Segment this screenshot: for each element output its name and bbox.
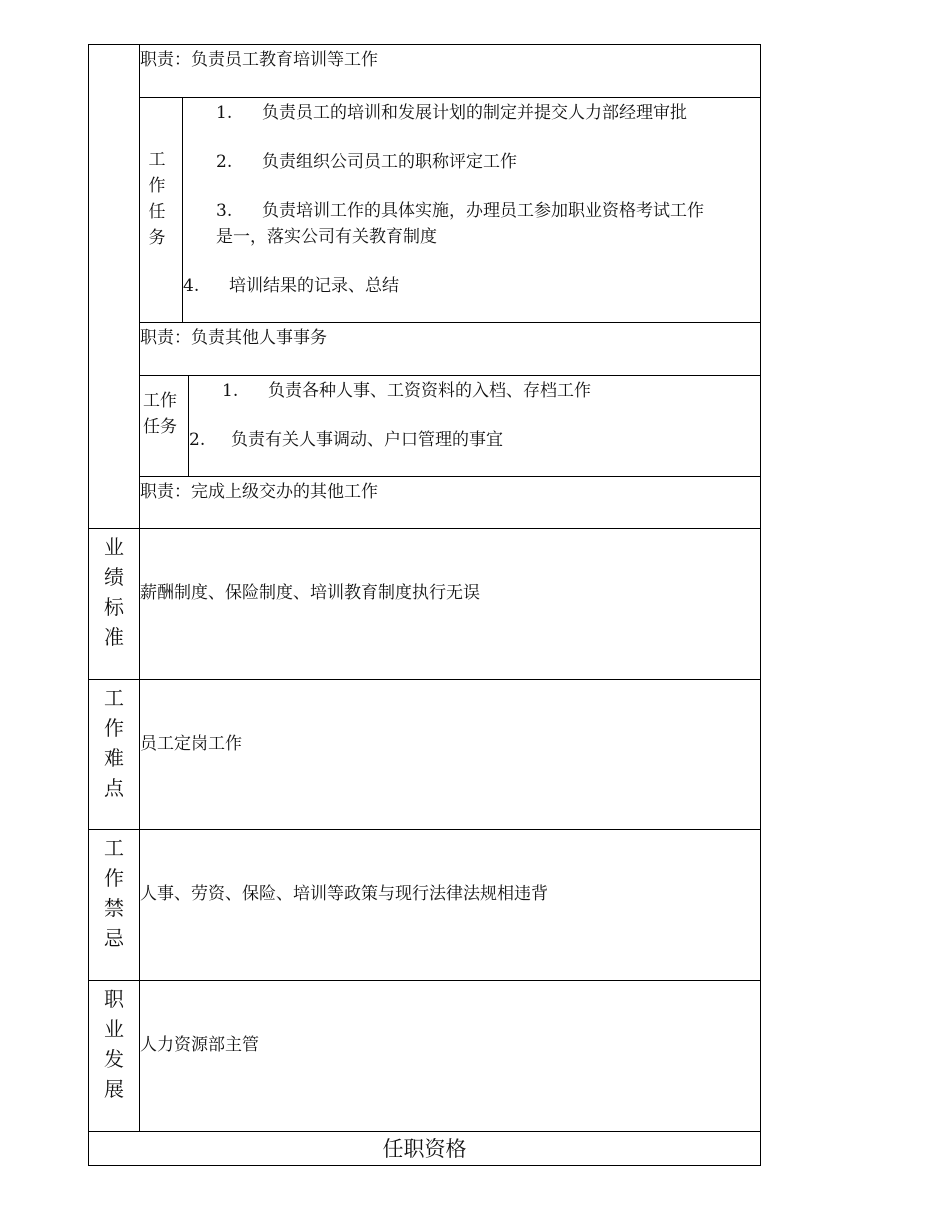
task-item: 4. 培训结果的记录、总结 xyxy=(183,276,399,296)
task-item-continuation: 是一，落实公司有关教育制度 xyxy=(216,227,437,247)
task-item: 3. 负责培训工作的具体实施，办理员工参加职业资格考试工作 xyxy=(216,201,704,221)
duty-title: 职责：完成上级交办的其他工作 xyxy=(140,482,378,502)
duty-title: 职责：负责员工教育培训等工作 xyxy=(140,50,378,70)
section-divider xyxy=(88,980,761,981)
section-divider xyxy=(88,1131,761,1132)
task-label-divider xyxy=(188,375,189,476)
task-item: 2. 负责组织公司员工的职称评定工作 xyxy=(216,152,517,172)
task-item: 1. 负责各种人事、工资资料的入档、存档工作 xyxy=(222,381,591,401)
row-divider xyxy=(139,375,761,376)
section-label: 业绩标准 xyxy=(104,535,124,649)
section-label: 工作禁忌 xyxy=(104,836,124,950)
task-label: 工作任务 xyxy=(148,150,166,248)
section-label: 工作难点 xyxy=(104,686,124,800)
section-divider xyxy=(88,528,761,529)
task-item: 2. 负责有关人事调动、户口管理的事宜 xyxy=(189,430,503,450)
duty-title: 职责：负责其他人事事务 xyxy=(140,328,327,348)
section-content: 员工定岗工作 xyxy=(140,734,242,754)
section-divider xyxy=(88,829,761,830)
row-divider xyxy=(139,476,761,477)
section-content: 人事、劳资、保险、培训等政策与现行法律法规相违背 xyxy=(140,884,548,904)
section-divider xyxy=(88,679,761,680)
task-item: 1. 负责员工的培训和发展计划的制定并提交人力部经理审批 xyxy=(216,103,687,123)
section-label: 职业发展 xyxy=(104,987,124,1101)
qualification-heading: 任职资格 xyxy=(382,1137,467,1161)
section-content: 薪酬制度、保险制度、培训教育制度执行无误 xyxy=(140,583,480,603)
section-content: 人力资源部主管 xyxy=(140,1035,259,1055)
row-divider xyxy=(139,322,761,323)
task-label: 工作任务 xyxy=(143,391,177,437)
row-divider xyxy=(139,97,761,98)
